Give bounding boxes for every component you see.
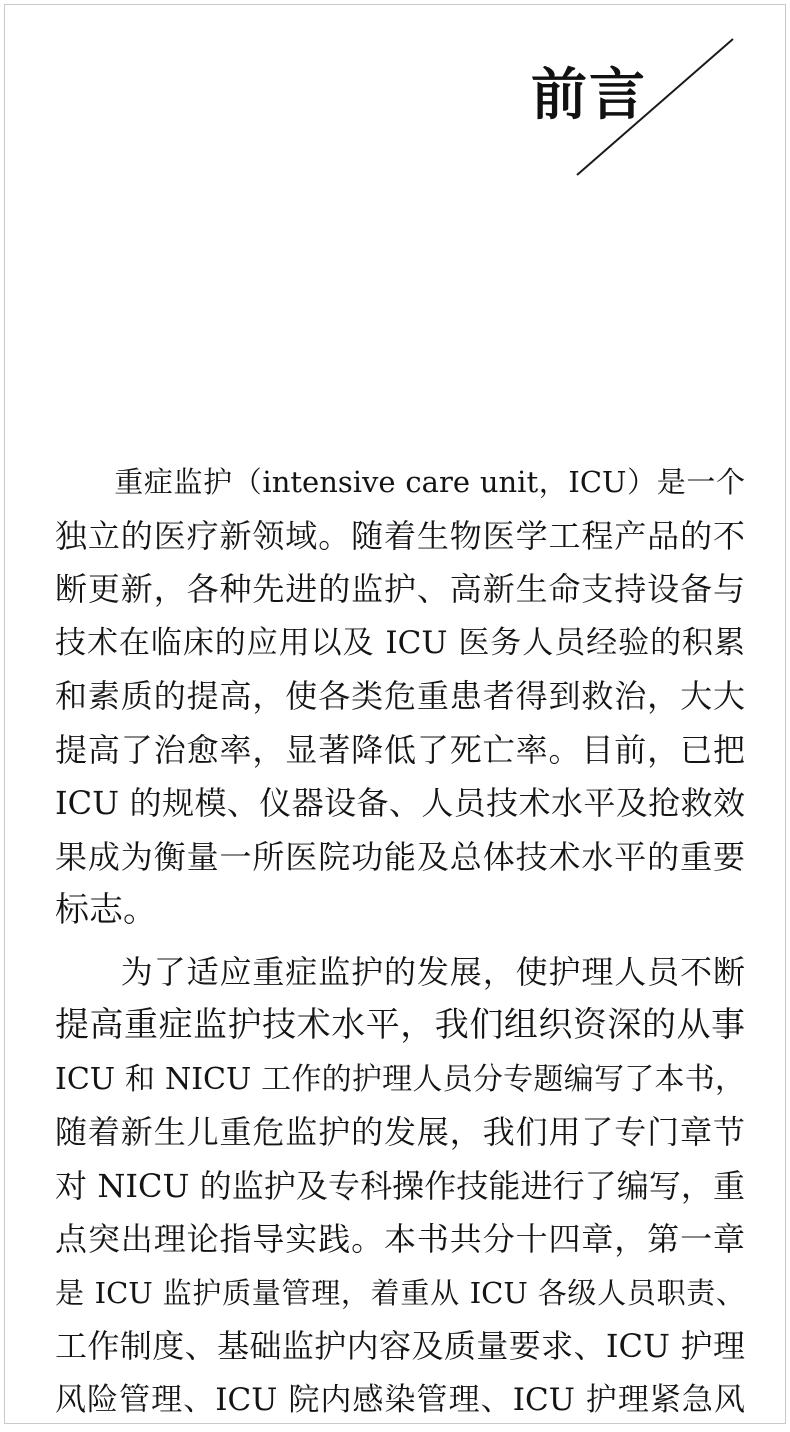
text-line: 随着新生儿重危监护的发展，我们用了专门章节 (55, 1113, 745, 1151)
text-line: ICU 的规模、仪器设备、人员技术水平及抢救效 (55, 784, 745, 822)
title-slash-decoration (575, 37, 735, 177)
text-line: 点突出理论指导实践。本书共分十四章，第一章 (55, 1220, 745, 1258)
text-line: 独立的医疗新领域。随着生物医学工程产品的不 (55, 516, 745, 555)
text-line: 为了适应重症监护的发展，使护理人员不断 (55, 952, 745, 991)
text-line: 和素质的提高，使各类危重患者得到救治，大大 (55, 677, 745, 715)
text-line: 断更新，各种先进的监护、高新生命支持设备与 (55, 570, 745, 608)
preface-body (55, 456, 745, 1424)
text-line: ICU 和 NICU 工作的护理人员分专题编写了本书， (55, 1061, 745, 1097)
text-line: 提高了治愈率，显著降低了死亡率。目前，已把 (55, 730, 745, 769)
page-title: 前言 (531, 62, 647, 128)
paragraph-1 (55, 456, 745, 938)
book-page (4, 4, 786, 1424)
text-line: 是 ICU 监护质量管理，着重从 ICU 各级人员职责、 (55, 1275, 745, 1310)
text-line: 果成为衡量一所医院功能及总体技术水平的重要 (55, 837, 745, 876)
text-line: 标志。 (55, 890, 157, 930)
text-line: 对 NICU 的监护及专科操作技能进行了编写，重 (55, 1166, 745, 1205)
paragraph-2 (55, 946, 745, 1425)
text-line: 技术在临床的应用以及 ICU 医务人员经验的积累 (55, 624, 745, 661)
text-line: 工作制度、基础监护内容及质量要求、ICU 护理 (55, 1327, 745, 1365)
text-line: 重症监护（intensive care unit，ICU）是一个 (55, 465, 745, 499)
paragraph-gap (55, 938, 745, 946)
text-line: 风险管理、ICU 院内感染管理、ICU 护理紧急风 (55, 1381, 745, 1418)
text-line: 提高重症监护技术水平，我们组织资深的从事 (55, 1005, 745, 1045)
